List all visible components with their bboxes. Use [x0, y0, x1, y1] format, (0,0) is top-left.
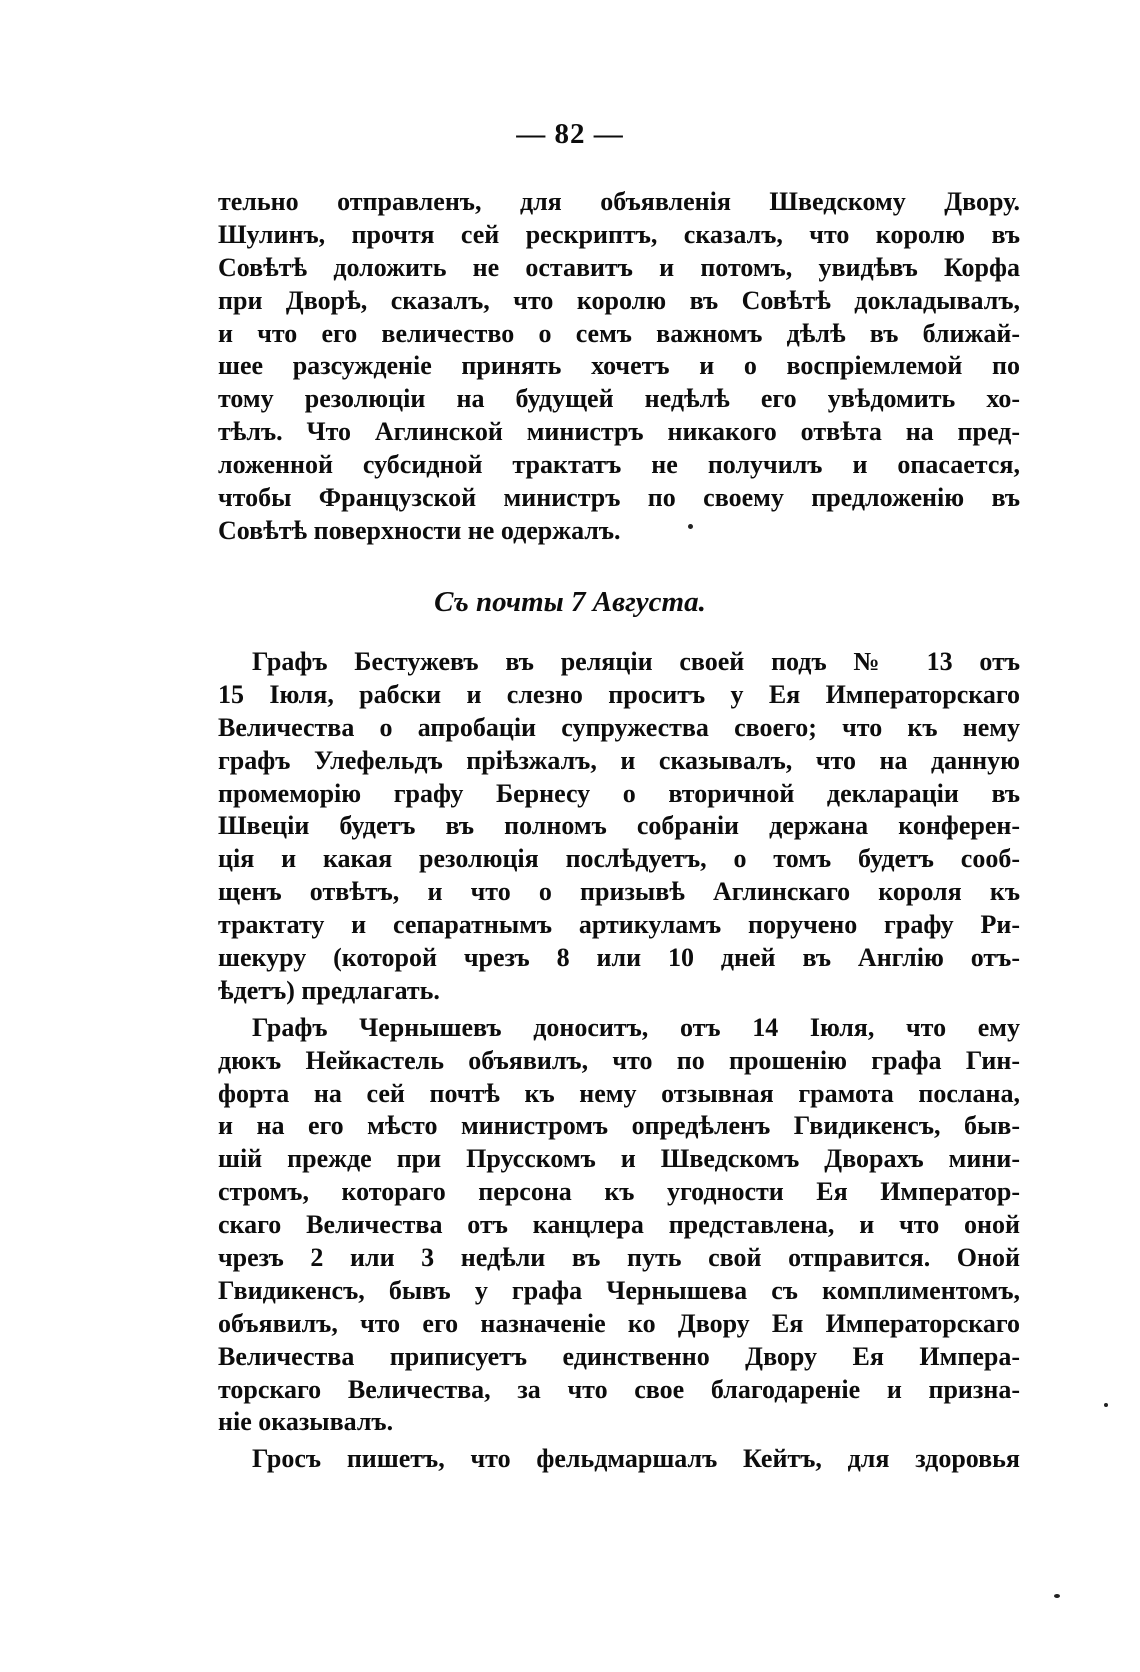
text-line: при Дворѣ, сказалъ, что королю въ Совѣтѣ докладывалъ, — [218, 285, 1020, 315]
text-line: тельно отправленъ, для объявленія Шведскому Двору. — [218, 187, 1020, 216]
text-line: Величества приписуетъ единственно Двору Ея Импера- — [218, 1341, 1020, 1371]
text-line: трактату и сепаратнымъ артикуламъ поручено графу Ри- — [218, 910, 1020, 940]
print-speck — [1104, 1403, 1108, 1407]
paragraph-2 — [218, 646, 1020, 1008]
text-line: Величества о апробаціи супружества своего; что къ нему — [218, 712, 1020, 742]
text-line: Швеціи будетъ въ полномъ собраніи держана конферен- — [218, 811, 1020, 841]
text-line: стромъ, котораго персона къ угодности Ея Император- — [218, 1177, 1020, 1207]
text-line: Графъ Чернышевъ доноситъ, отъ 14 Іюля, что ему — [252, 1012, 1020, 1042]
body-text — [218, 646, 1020, 1476]
print-speck — [1054, 1594, 1060, 1598]
paragraph-4 — [218, 1443, 1020, 1476]
text-line: торскаго Величества, за что свое благодареніе и призна- — [218, 1374, 1020, 1404]
text-line: скаго Величества отъ канцлера представлена, и что оной — [218, 1210, 1020, 1240]
text-line: и на его мѣсто министромъ опредѣленъ Гвидикенсъ, быв- — [218, 1111, 1020, 1141]
text-line: промеморію графу Бернесу о вторичной декларацiи въ — [218, 778, 1020, 808]
text-line: чтобы Французской министръ по своему предложенію въ — [218, 483, 1020, 513]
text-line: и что его величество о семъ важномъ дѣлѣ въ ближай- — [218, 318, 1020, 348]
text-line: 15 Іюля, рабски и слезно проситъ у Ея Императорскаго — [218, 679, 1020, 709]
text-line: ція и какая резолюція послѣдуетъ, о томъ будетъ сооб- — [218, 844, 1020, 874]
text-line: ніе оказывалъ. — [218, 1407, 394, 1437]
paragraph-1 — [218, 186, 1020, 548]
section-heading: Съ почты 7 Августа. — [434, 586, 706, 618]
text-line: ложенной субсидной трактатъ не получилъ и опасается, — [218, 450, 1020, 480]
text-line: Гвидикенсъ, бывъ у графа Чернышева съ комплиментомъ, — [218, 1275, 1020, 1305]
text-line: Графъ Бестужевъ въ реляціи своей подъ № 13 отъ — [252, 647, 1020, 676]
text-line: дюкъ Нейкастель объявилъ, что по прошенію графа Гин- — [218, 1045, 1020, 1075]
text-line: Совѣтѣ поверхности не одержалъ. — [218, 515, 621, 545]
text-line: ѣдетъ) предлагать. — [218, 975, 440, 1005]
text-line: шекуру (которой чрезъ 8 или 10 дней въ Англію отъ- — [218, 943, 1020, 973]
text-line: графъ Улефельдъ пріѣзжалъ, и сказывалъ, что на данную — [218, 745, 1020, 775]
text-line: Совѣтѣ доложить не оставитъ и потомъ, увидѣвъ Корфа — [218, 252, 1020, 282]
paragraph-3 — [218, 1012, 1020, 1440]
text-line: щенъ отвѣтъ, и что о призывѣ Аглинскаго короля къ — [218, 877, 1020, 907]
text-line: объявилъ, что его назначеніе ко Двору Ея Императорскаго — [218, 1308, 1020, 1338]
text-line: Гросъ пишетъ, что фельдмаршалъ Кейтъ, для здоровья — [252, 1444, 1020, 1474]
text-line: Шулинъ, прочтя сей рескриптъ, сказалъ, что королю въ — [218, 219, 1020, 249]
text-line: тѣлъ. Что Аглинской министръ никакого отвѣта на пред- — [218, 417, 1020, 447]
text-line: чрезъ 2 или 3 недѣли въ путь свой отправится. Оной — [218, 1243, 1020, 1273]
text-line: шее разсужденіе принять хочетъ и о воспріемлемой по — [218, 351, 1020, 381]
text-line: тому резолюціи на будущей недѣлѣ его увѣдомить хо- — [218, 384, 1020, 414]
print-speck — [688, 524, 693, 529]
page-number: — 82 — — [516, 118, 624, 150]
text-line: форта на сей почтѣ къ нему отзывная грамота послана, — [218, 1078, 1020, 1108]
text-line: шій прежде при Прусскомъ и Шведскомъ Дворахъ мини- — [218, 1144, 1020, 1174]
